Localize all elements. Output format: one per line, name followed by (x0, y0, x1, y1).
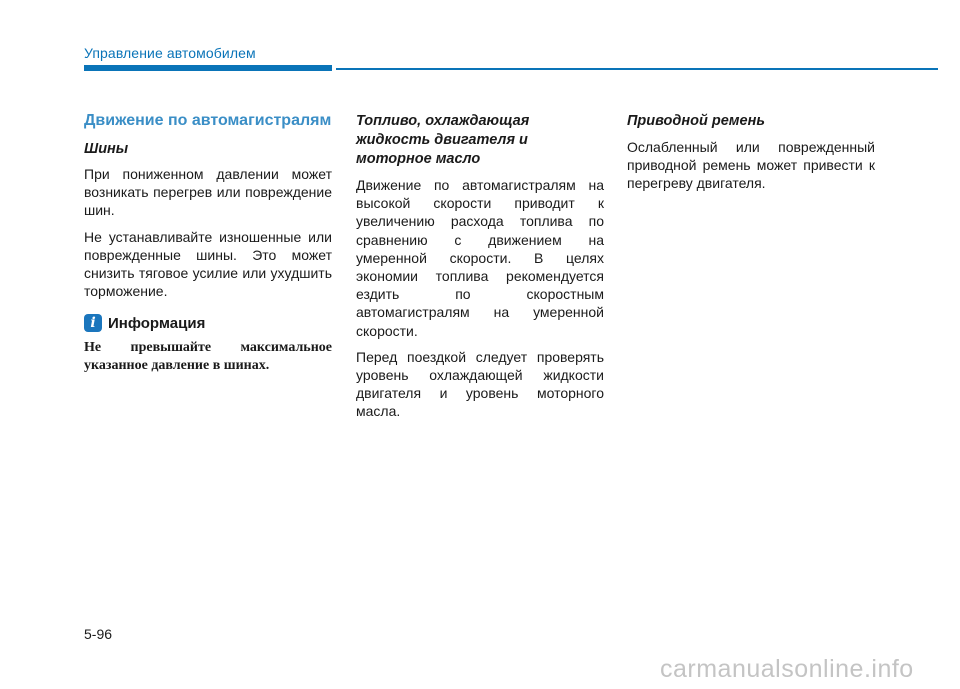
paragraph-fuel-consumption: Движение по автомагистралям на высокой скорости приводит к увеличению расхода топлива по сравнению с движением на умеренной скорости. В целях экономии топлива рекомендуется ездить по скоростным автомагистралям на умеренной скорости. (356, 177, 604, 339)
column-middle (356, 112, 604, 421)
info-title: Информация (108, 314, 206, 332)
watermark: carmanualsonline.info (660, 655, 914, 683)
heading-fuel-coolant-oil: Топливо, охлаждающая жидкость двигателя и моторное масло (356, 113, 530, 167)
paragraph-tire-pressure: При пониженном давлении может возникать перегрев или повреждение шин. (84, 166, 332, 219)
paragraph-check-levels: Перед поездкой следует проверять уровень охлаждающей жидкости двигателя и уровень моторного масла. (356, 348, 604, 420)
heading-drive-belt: Приводной ремень (627, 113, 765, 129)
subheading-tires: Шины (84, 141, 129, 157)
column-left (84, 112, 332, 375)
paragraph-drive-belt: Ослабленный или поврежденный приводной ремень может привести к перегреву двигателя. (627, 139, 875, 192)
paragraph-worn-tires: Не устанавливайте изношенные или поврежденные шины. Это может снизить тяговое усилие или ухудшить торможение. (84, 228, 332, 300)
page-number: 5-96 (84, 626, 113, 642)
header-rule-thick (84, 65, 332, 71)
info-icon: i (84, 314, 102, 332)
column-right (627, 112, 875, 193)
info-block-header (84, 314, 332, 332)
heading-highway-driving: Движение по автомагистралям (84, 112, 332, 129)
info-text: Не превышайте максимальное указанное давление в шинах. (84, 340, 332, 374)
header-rule-thin (336, 68, 938, 70)
section-title: Управление автомобилем (84, 45, 256, 61)
